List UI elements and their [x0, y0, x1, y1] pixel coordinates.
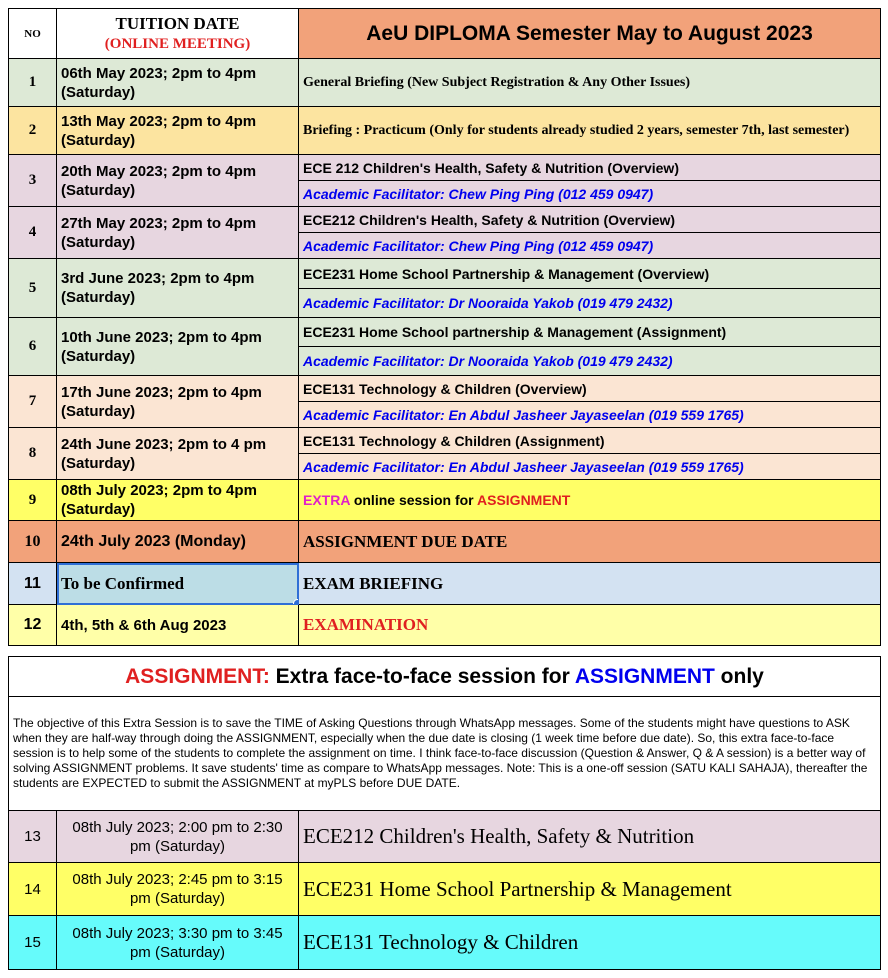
schedule-table — [8, 8, 881, 970]
row-number: 3 — [9, 155, 57, 207]
row-date: 10th June 2023; 2pm to 4pm (Saturday) — [57, 318, 299, 376]
row-date: 20th May 2023; 2pm to 4pm (Saturday) — [57, 155, 299, 207]
row-time: 08th July 2023; 2:45 pm to 3:15 pm (Saturday) — [57, 863, 299, 916]
spacer — [9, 646, 881, 657]
table-row — [9, 207, 881, 233]
extra-title-mid: Extra face-to-face session for — [269, 664, 575, 688]
extra-row — [9, 916, 881, 970]
table-row — [9, 376, 881, 402]
row-time: 08th July 2023; 3:30 pm to 3:45 pm (Saturday) — [57, 916, 299, 970]
row-subject: ECE131 Technology & Children — [299, 916, 881, 970]
row-facilitator: Academic Facilitator: En Abdul Jasheer Jayaseelan (019 559 1765) — [299, 402, 881, 428]
header-row — [9, 9, 881, 59]
extra-title-row — [9, 657, 881, 697]
row-number: 9 — [9, 480, 57, 521]
row-subject: ECE231 Home School partnership & Management (Assignment) — [299, 318, 881, 347]
row-subject: ECE231 Home School Partnership & Management — [299, 863, 881, 916]
row-facilitator: Academic Facilitator: Dr Nooraida Yakob (019 479 2432) — [299, 289, 881, 318]
row-number: 1 — [9, 59, 57, 107]
row-number: 5 — [9, 259, 57, 318]
row-date: 24th June 2023; 2pm to 4 pm (Saturday) — [57, 428, 299, 480]
fill-handle[interactable] — [293, 599, 299, 605]
row-date: 27th May 2023; 2pm to 4pm (Saturday) — [57, 207, 299, 259]
row-subject: General Briefing (New Subject Registration & Any Other Issues) — [299, 59, 881, 107]
header-date-label: TUITION DATE — [115, 13, 240, 33]
extra-title-prefix: ASSIGNMENT: — [125, 664, 270, 688]
row-subject: EXAM BRIEFING — [299, 563, 881, 605]
table-row — [9, 428, 881, 454]
row-number: 6 — [9, 318, 57, 376]
selected-cell[interactable] — [57, 563, 299, 605]
row-facilitator: Academic Facilitator: Chew Ping Ping (012 459 0947) — [299, 233, 881, 259]
extra-description-row — [9, 697, 881, 811]
extra-row — [9, 811, 881, 863]
row-subject — [299, 480, 881, 521]
table-row — [9, 155, 881, 181]
row-number: 11 — [9, 563, 57, 605]
extra-title — [9, 657, 881, 697]
row-date: 17th June 2023; 2pm to 4pm (Saturday) — [57, 376, 299, 428]
row-subject: ASSIGNMENT DUE DATE — [299, 521, 881, 563]
row-subject: ECE 212 Children's Health, Safety & Nutrition (Overview) — [299, 155, 881, 181]
row-number: 14 — [9, 863, 57, 916]
row-date: 24th July 2023 (Monday) — [57, 521, 299, 563]
row-facilitator: Academic Facilitator: Dr Nooraida Yakob (019 479 2432) — [299, 347, 881, 376]
table-row — [9, 521, 881, 563]
assignment-word: ASSIGNMENT — [477, 492, 571, 508]
row-date: 4th, 5th & 6th Aug 2023 — [57, 605, 299, 646]
row-number: 10 — [9, 521, 57, 563]
row-facilitator: Academic Facilitator: En Abdul Jasheer Jayaseelan (019 559 1765) — [299, 454, 881, 480]
row-number: 7 — [9, 376, 57, 428]
extra-word: EXTRA — [303, 492, 350, 508]
table-row — [9, 59, 881, 107]
row-date: 13th May 2023; 2pm to 4pm (Saturday) — [57, 107, 299, 155]
header-date-sub: (ONLINE MEETING) — [104, 35, 251, 52]
header-date-cell — [57, 9, 299, 59]
table-row — [9, 605, 881, 646]
page-title: AeU DIPLOMA Semester May to August 2023 — [299, 9, 881, 59]
row-number: 8 — [9, 428, 57, 480]
row-subject: ECE212 Children's Health, Safety & Nutrition (Overview) — [299, 207, 881, 233]
session-text: online session for — [349, 492, 477, 508]
table-row — [9, 107, 881, 155]
row-date: 08th July 2023; 2pm to 4pm (Saturday) — [57, 480, 299, 521]
row-number: 4 — [9, 207, 57, 259]
table-row — [9, 563, 881, 605]
row-time: 08th July 2023; 2:00 pm to 2:30 pm (Saturday) — [57, 811, 299, 863]
row-date: 06th May 2023; 2pm to 4pm (Saturday) — [57, 59, 299, 107]
row-subject: EXAMINATION — [299, 605, 881, 646]
table-row — [9, 259, 881, 289]
row-number: 13 — [9, 811, 57, 863]
row-date: 3rd June 2023; 2pm to 4pm (Saturday) — [57, 259, 299, 318]
table-row — [9, 480, 881, 521]
row-subject: ECE131 Technology & Children (Assignment) — [299, 428, 881, 454]
row-subject: Briefing : Practicum (Only for students already studied 2 years, semester 7th, last semester) — [299, 107, 881, 155]
row-number: 15 — [9, 916, 57, 970]
row-number: 2 — [9, 107, 57, 155]
row-subject: ECE212 Children's Health, Safety & Nutrition — [299, 811, 881, 863]
row-number: 12 — [9, 605, 57, 646]
row-subject: ECE131 Technology & Children (Overview) — [299, 376, 881, 402]
extra-title-end: only — [714, 664, 764, 688]
row-date: To be Confirmed — [61, 573, 185, 593]
extra-title-assignment: ASSIGNMENT — [574, 664, 715, 688]
header-no: NO — [9, 9, 57, 59]
table-row — [9, 318, 881, 347]
extra-description: The objective of this Extra Session is to save the TIME of Asking Questions through WhatsApp messages. Some of the students might have questions to ASK when they are half-way through doing the ASSIGNMENT, especially when the due date is closing (1 week time before due date). So, this extra face-to-face session is to help some of the students to complete the assignment on time. I think face-to-face discussion (Question & Answer, Q & A session) is a better way of solving ASSIGNMENT problems. It save students' time as compare to WhatsApp messages. Note: This is a one-off session (SATU KALI SAHAJA), thereafter the students are EXPECTED to submit the ASSIGNMENT at myPLS before DUE DATE. — [9, 697, 881, 811]
extra-row — [9, 863, 881, 916]
row-subject: ECE231 Home School Partnership & Management (Overview) — [299, 259, 881, 289]
row-facilitator: Academic Facilitator: Chew Ping Ping (012 459 0947) — [299, 181, 881, 207]
